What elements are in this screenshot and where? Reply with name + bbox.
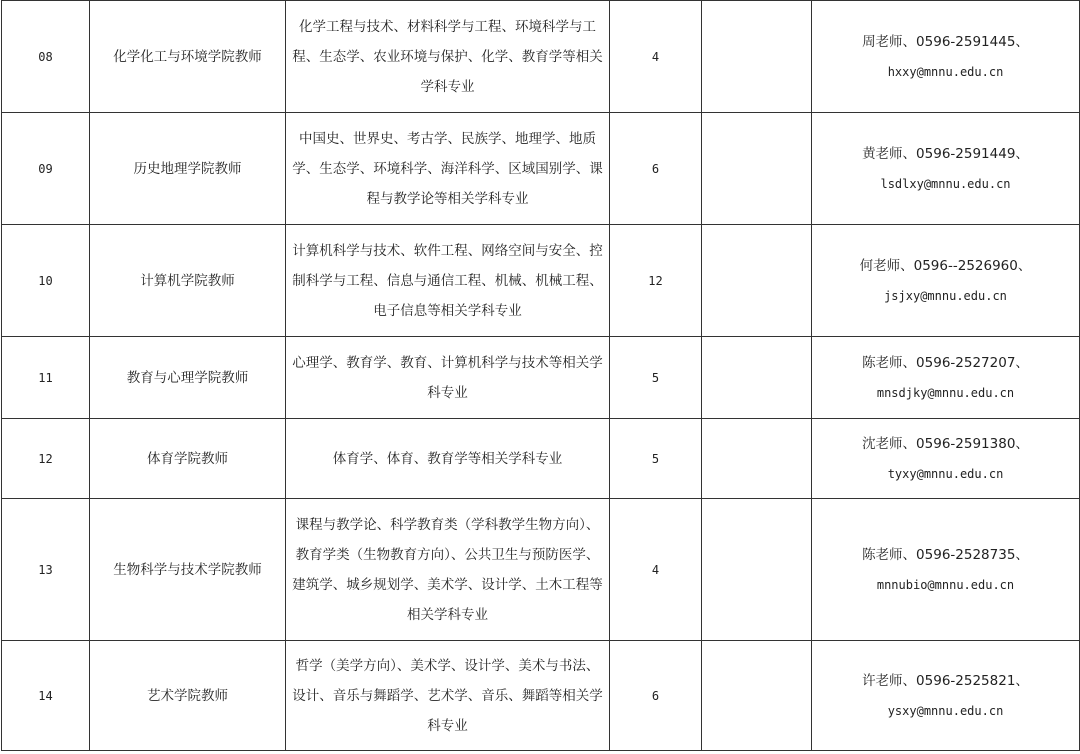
note-cell	[702, 1, 812, 113]
contact-email: jsjxy@mnnu.edu.cn	[884, 288, 1007, 303]
contact-cell	[812, 499, 1080, 641]
contact-email: lsdlxy@mnnu.edu.cn	[880, 176, 1011, 191]
majors-cell	[286, 641, 610, 751]
majors-text: 化学工程与技术、材料科学与工程、环境科学与工程、生态学、农业环境与保护、化学、教育学等相关学科专业	[292, 18, 603, 95]
note-cell	[702, 337, 812, 419]
contact-cell	[812, 641, 1080, 751]
contact-cell	[812, 419, 1080, 499]
row-code: 11	[2, 337, 90, 419]
hire-count: 5	[610, 337, 702, 419]
contact-email: mnnubio@mnnu.edu.cn	[876, 577, 1015, 592]
hire-count: 6	[610, 641, 702, 751]
table-row	[2, 499, 1080, 641]
contact-cell	[812, 225, 1080, 337]
contact-person: 黄老师、0596-2591449、	[862, 145, 1029, 162]
position-name: 艺术学院教师	[90, 641, 286, 751]
contact-cell	[812, 1, 1080, 113]
note-cell	[702, 499, 812, 641]
contact-person: 许老师、0596-2525821、	[862, 672, 1029, 689]
majors-text: 课程与教学论、科学教育类（学科教学生物方向）、教育学类（生物教育方向）、公共卫生与预防医学、建筑学、城乡规划学、美术学、设计学、土木工程等相关学科专业	[292, 516, 603, 623]
position-name: 教育与心理学院教师	[90, 337, 286, 419]
contact-cell	[812, 113, 1080, 225]
row-code: 13	[2, 499, 90, 641]
position-name: 体育学院教师	[90, 419, 286, 499]
majors-cell	[286, 113, 610, 225]
majors-cell	[286, 419, 610, 499]
table-row	[2, 1, 1080, 113]
hire-count: 4	[610, 1, 702, 113]
contact-person: 周老师、0596-2591445、	[862, 33, 1029, 50]
majors-text: 中国史、世界史、考古学、民族学、地理学、地质学、生态学、环境科学、海洋科学、区域国别学、课程与教学论等相关学科专业	[292, 130, 603, 207]
row-code: 08	[2, 1, 90, 113]
contact-person: 何老师、0596--2526960、	[859, 257, 1032, 274]
note-cell	[702, 113, 812, 225]
position-name: 化学化工与环境学院教师	[90, 1, 286, 113]
contact-email: ysxy@mnnu.edu.cn	[887, 703, 1004, 718]
contact-email: hxxy@mnnu.edu.cn	[887, 64, 1004, 79]
row-code: 09	[2, 113, 90, 225]
contact-person: 陈老师、0596-2527207、	[862, 354, 1029, 371]
table-row	[2, 337, 1080, 419]
hire-count: 6	[610, 113, 702, 225]
note-cell	[702, 419, 812, 499]
table-row	[2, 225, 1080, 337]
note-cell	[702, 641, 812, 751]
majors-text: 哲学（美学方向）、美术学、设计学、美术与书法、设计、音乐与舞蹈学、艺术学、音乐、舞蹈等相关学科专业	[292, 657, 603, 734]
hire-count: 4	[610, 499, 702, 641]
note-cell	[702, 225, 812, 337]
table-row	[2, 641, 1080, 751]
row-code: 10	[2, 225, 90, 337]
contact-email: mnsdjky@mnnu.edu.cn	[876, 385, 1015, 400]
position-name: 生物科学与技术学院教师	[90, 499, 286, 641]
table-row	[2, 113, 1080, 225]
contact-person: 陈老师、0596-2528735、	[862, 546, 1029, 563]
row-code: 14	[2, 641, 90, 751]
hire-count: 5	[610, 419, 702, 499]
recruitment-table	[1, 0, 1080, 751]
majors-cell	[286, 337, 610, 419]
contact-email: tyxy@mnnu.edu.cn	[887, 466, 1004, 481]
table-row	[2, 419, 1080, 499]
majors-text: 心理学、教育学、教育、计算机科学与技术等相关学科专业	[292, 354, 603, 401]
majors-cell	[286, 1, 610, 113]
contact-cell	[812, 337, 1080, 419]
position-name: 历史地理学院教师	[90, 113, 286, 225]
row-code: 12	[2, 419, 90, 499]
majors-cell	[286, 499, 610, 641]
position-name: 计算机学院教师	[90, 225, 286, 337]
majors-text: 体育学、体育、教育学等相关学科专业	[332, 450, 563, 467]
majors-text: 计算机科学与技术、软件工程、网络空间与安全、控制科学与工程、信息与通信工程、机械、机械工程、电子信息等相关学科专业	[292, 242, 603, 319]
hire-count: 12	[610, 225, 702, 337]
majors-cell	[286, 225, 610, 337]
contact-person: 沈老师、0596-2591380、	[862, 435, 1029, 452]
